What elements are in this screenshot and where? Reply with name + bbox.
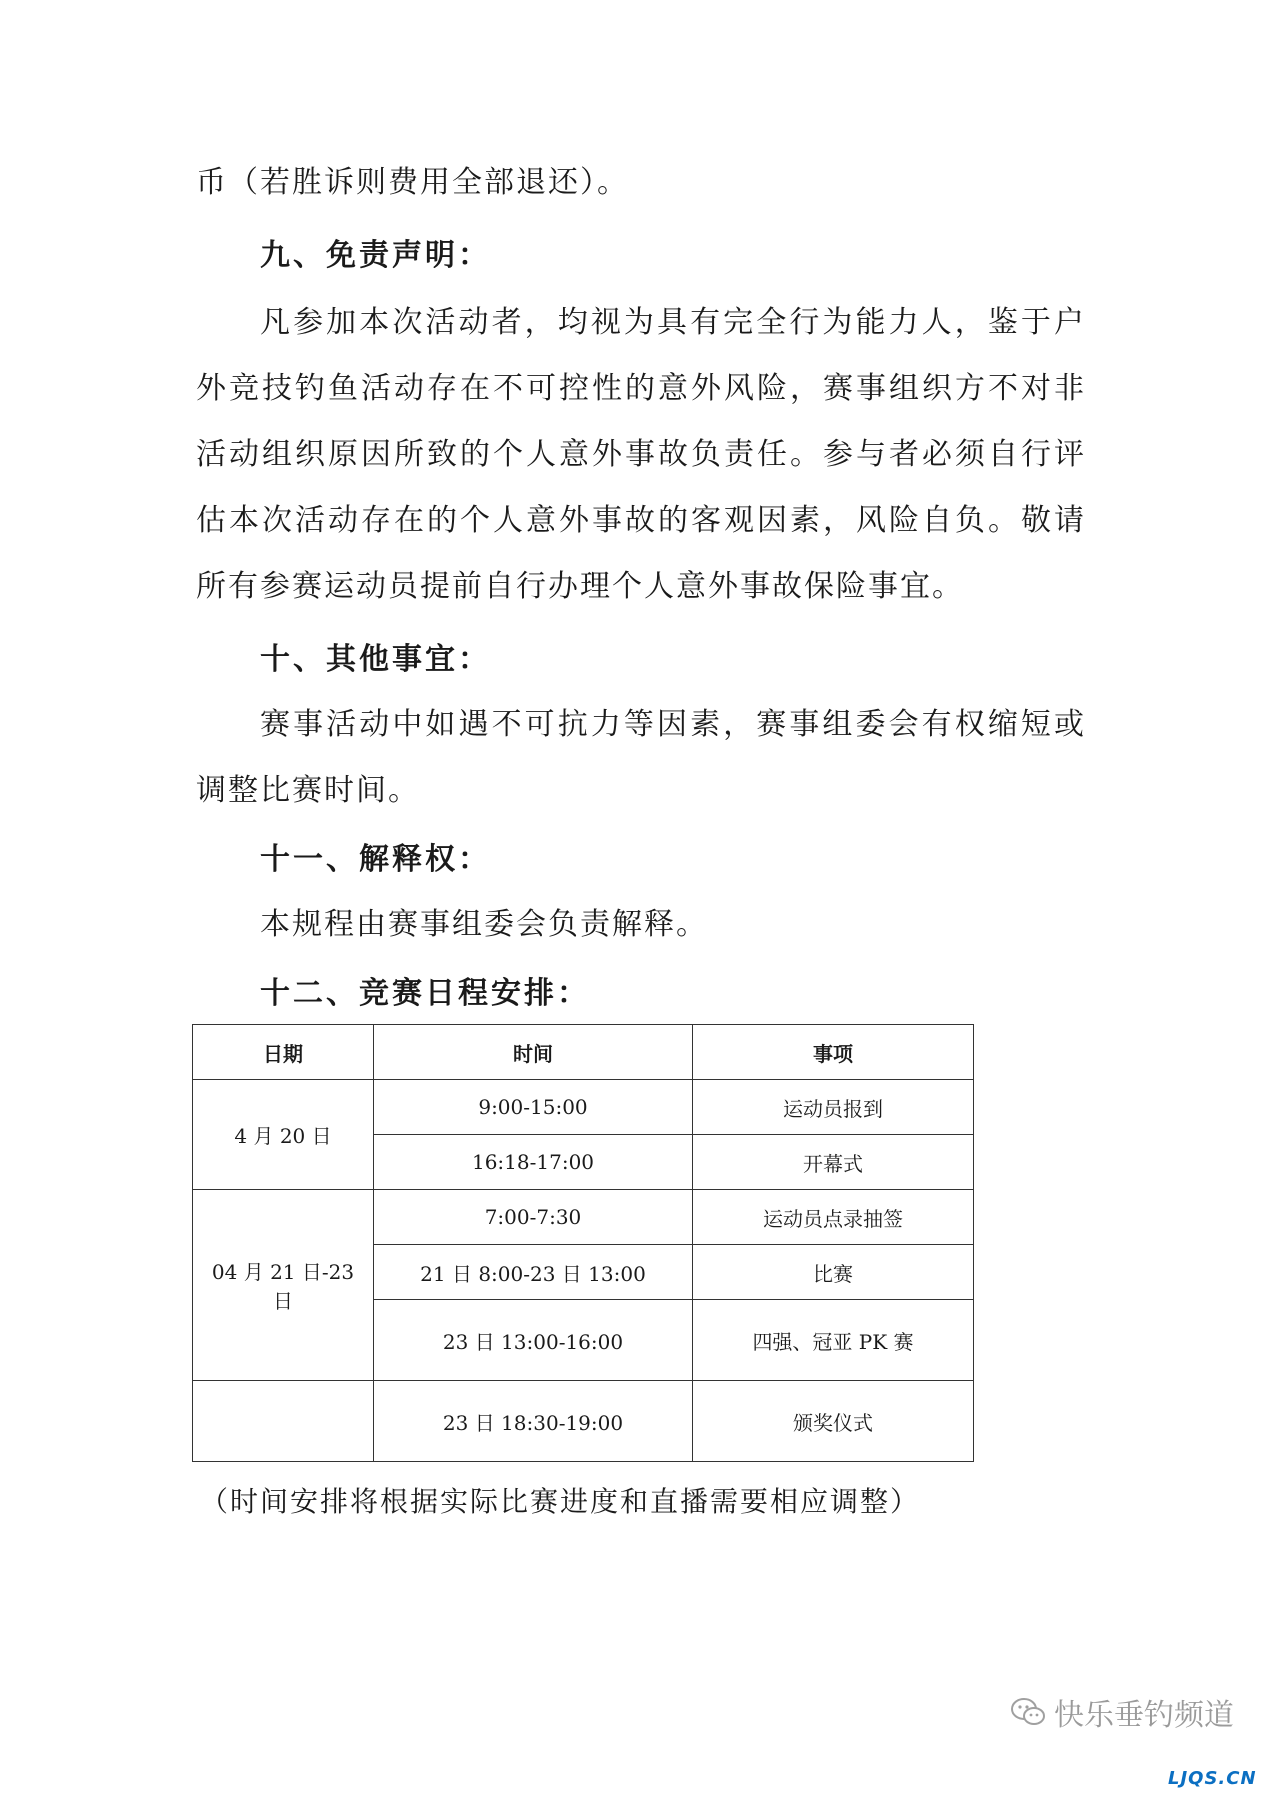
header-time: 时间 xyxy=(374,1025,693,1080)
item-cell: 比赛 xyxy=(693,1245,974,1300)
schedule-table xyxy=(192,1024,974,1462)
time-cell: 9:00-15:00 xyxy=(374,1080,693,1135)
item-cell: 运动员点录抽签 xyxy=(693,1190,974,1245)
item-cell: 运动员报到 xyxy=(693,1080,974,1135)
time-cell: 23 日 13:00-16:00 xyxy=(374,1300,693,1381)
table-row xyxy=(193,1381,974,1462)
channel-watermark xyxy=(1010,1690,1234,1734)
date-cell xyxy=(193,1381,374,1462)
time-cell: 21 日 8:00-23 日 13:00 xyxy=(374,1245,693,1300)
table-row xyxy=(193,1080,974,1135)
wechat-icon xyxy=(1010,1697,1046,1727)
table-header-row xyxy=(193,1025,974,1080)
section-10-body: 赛事活动中如遇不可抗力等因素，赛事组委会有权缩短或调整比赛时间。 xyxy=(196,707,1086,808)
header-item: 事项 xyxy=(693,1025,974,1080)
time-cell: 23 日 18:30-19:00 xyxy=(374,1381,693,1462)
section-11-body: 本规程由赛事组委会负责解释。 xyxy=(260,907,708,942)
date-cell: 4 月 20 日 xyxy=(193,1080,374,1190)
site-badge: LJQS.CN xyxy=(1168,1768,1257,1789)
header-date: 日期 xyxy=(193,1025,374,1080)
table-row xyxy=(193,1190,974,1245)
section-9-heading: 九、免责声明： xyxy=(260,238,491,273)
item-cell: 四强、冠亚 PK 赛 xyxy=(693,1300,974,1381)
continuation-paragraph: 币（若胜诉则费用全部退还）。 xyxy=(196,165,629,200)
section-12-heading: 十二、竞赛日程安排： xyxy=(260,976,590,1011)
section-11-heading: 十一、解释权： xyxy=(260,842,491,877)
section-10-heading: 十、其他事宜： xyxy=(260,642,491,677)
time-cell: 7:00-7:30 xyxy=(374,1190,693,1245)
time-cell: 16:18-17:00 xyxy=(374,1135,693,1190)
item-cell: 开幕式 xyxy=(693,1135,974,1190)
watermark-text: 快乐垂钓频道 xyxy=(1054,1698,1234,1733)
section-9-body: 凡参加本次活动者，均视为具有完全行为能力人，鉴于户外竞技钓鱼活动存在不可控性的意外风险，赛事组织方不对非活动组织原因所致的个人意外事故负责任。参与者必须自行评估本次活动存在的个人意外事故的客观因素，风险自负。敬请所有参赛运动员提前自行办理个人意外事故保险事宜。 xyxy=(196,305,1086,604)
schedule-note: （时间安排将根据实际比赛进度和直播需要相应调整） xyxy=(200,1485,921,1518)
item-cell: 颁奖仪式 xyxy=(693,1381,974,1462)
date-cell: 04 月 21 日-23 日 xyxy=(193,1190,374,1381)
